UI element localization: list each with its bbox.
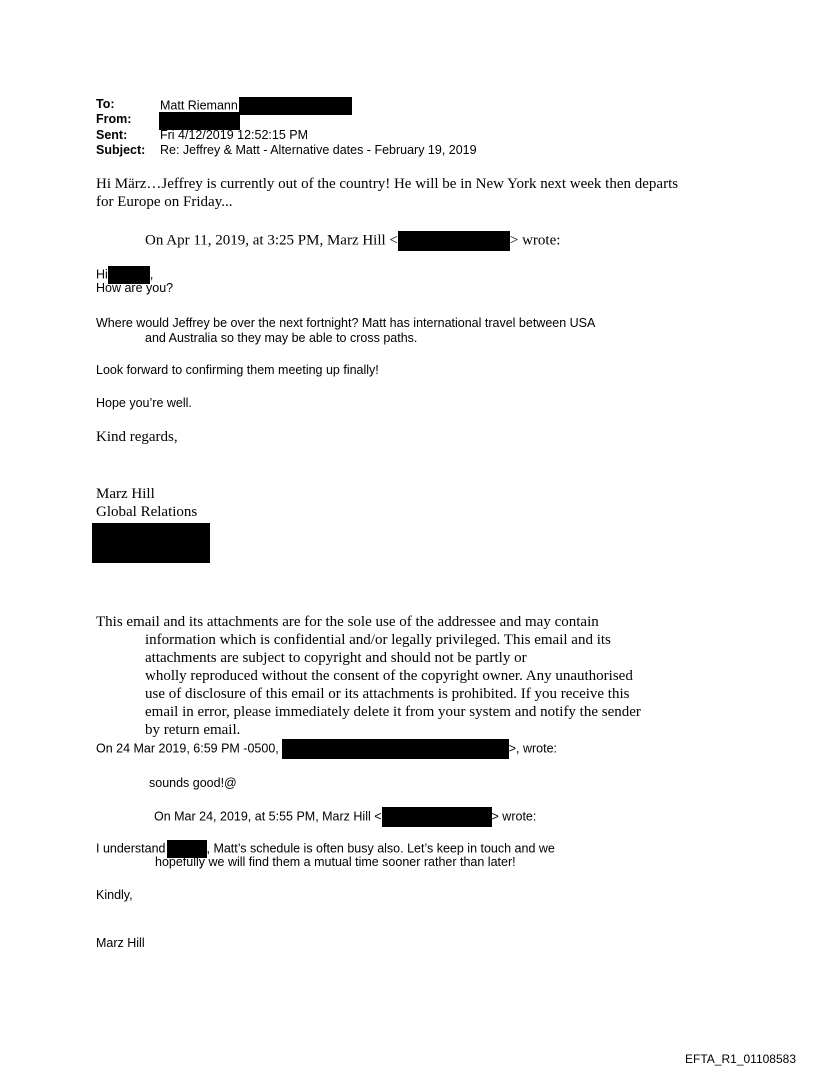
- sent-label: Sent:: [96, 128, 128, 142]
- disclaimer-line-7: by return email.: [145, 722, 241, 738]
- quote3-intro: [154, 807, 536, 827]
- reply-line-2: for Europe on Friday...: [96, 194, 233, 210]
- document-id: EFTA_R1_01108583: [685, 1052, 796, 1066]
- to-label: To:: [96, 97, 115, 111]
- redaction-box: [282, 739, 509, 759]
- quote1-para1-line2: and Australia so they may be able to cross paths.: [145, 331, 418, 345]
- quote1-intro: [145, 231, 560, 251]
- quote1-intro-suffix: > wrote:: [509, 232, 561, 249]
- disclaimer-line-6: email in error, please immediately delete it from your system and notify the sender: [145, 704, 641, 720]
- subject-label: Subject:: [96, 143, 146, 157]
- redaction-box: [398, 231, 510, 251]
- quote3-intro-suffix: > wrote:: [491, 809, 537, 824]
- signature-title: Global Relations: [96, 504, 198, 520]
- quote1-closing: Kind regards,: [96, 429, 178, 445]
- redaction-box: [92, 523, 210, 563]
- signature-name: Marz Hill: [96, 486, 155, 502]
- quote2-body: sounds good!@: [149, 776, 237, 790]
- reply-line-1: Hi März…Jeffrey is currently out of the country! He will be in New York next week then departs: [96, 176, 679, 192]
- quote3-intro-prefix: On Mar 24, 2019, at 5:55 PM, Marz Hill <: [154, 809, 382, 824]
- subject-value: Re: Jeffrey & Matt - Alternative dates - February 19, 2019: [160, 143, 477, 157]
- quote3-line-2: hopefully we will find them a mutual time sooner rather than later!: [155, 855, 516, 869]
- quote1-para2: Look forward to confirming them meeting up finally!: [96, 363, 379, 377]
- quote2-intro-prefix: On 24 Mar 2019, 6:59 PM -0500,: [96, 741, 279, 756]
- quote3-line1-suffix: , Matt’s schedule is often busy also. Let’s keep in touch and we: [206, 841, 555, 856]
- disclaimer-line-1: This email and its attachments are for the sole use of the addressee and may contain: [96, 614, 599, 630]
- redaction-box: [382, 807, 492, 827]
- to-name: Matt Riemann: [160, 98, 238, 113]
- quote2-intro: [96, 739, 557, 759]
- redaction-box: [239, 97, 352, 115]
- quote3-signature: Marz Hill: [96, 936, 145, 950]
- quote3-line1-prefix: I understand: [96, 841, 166, 856]
- quote1-para3: Hope you’re well.: [96, 396, 192, 410]
- quote1-para1-line1: Where would Jeffrey be over the next fortnight? Matt has international travel between USA: [96, 316, 596, 330]
- from-label: From:: [96, 112, 132, 126]
- greeting-suffix: ,: [149, 267, 154, 282]
- quote2-intro-suffix: >, wrote:: [508, 741, 558, 756]
- quote1-intro-prefix: On Apr 11, 2019, at 3:25 PM, Marz Hill <: [145, 232, 398, 249]
- quote1-how-are-you: How are you?: [96, 281, 174, 295]
- disclaimer-line-2: information which is confidential and/or legally privileged. This email and its: [145, 632, 611, 648]
- disclaimer-line-3: attachments are subject to copyright and should not be partly or: [145, 650, 527, 666]
- disclaimer-line-4: wholly reproduced without the consent of the copyright owner. Any unauthorised: [145, 668, 633, 684]
- sent-value: Fri 4/12/2019 12:52:15 PM: [160, 128, 309, 142]
- disclaimer-line-5: use of disclosure of this email or its attachments is prohibited. If you receive this: [145, 686, 630, 702]
- greeting-text: Hi: [96, 267, 108, 282]
- quote3-closing: Kindly,: [96, 888, 133, 902]
